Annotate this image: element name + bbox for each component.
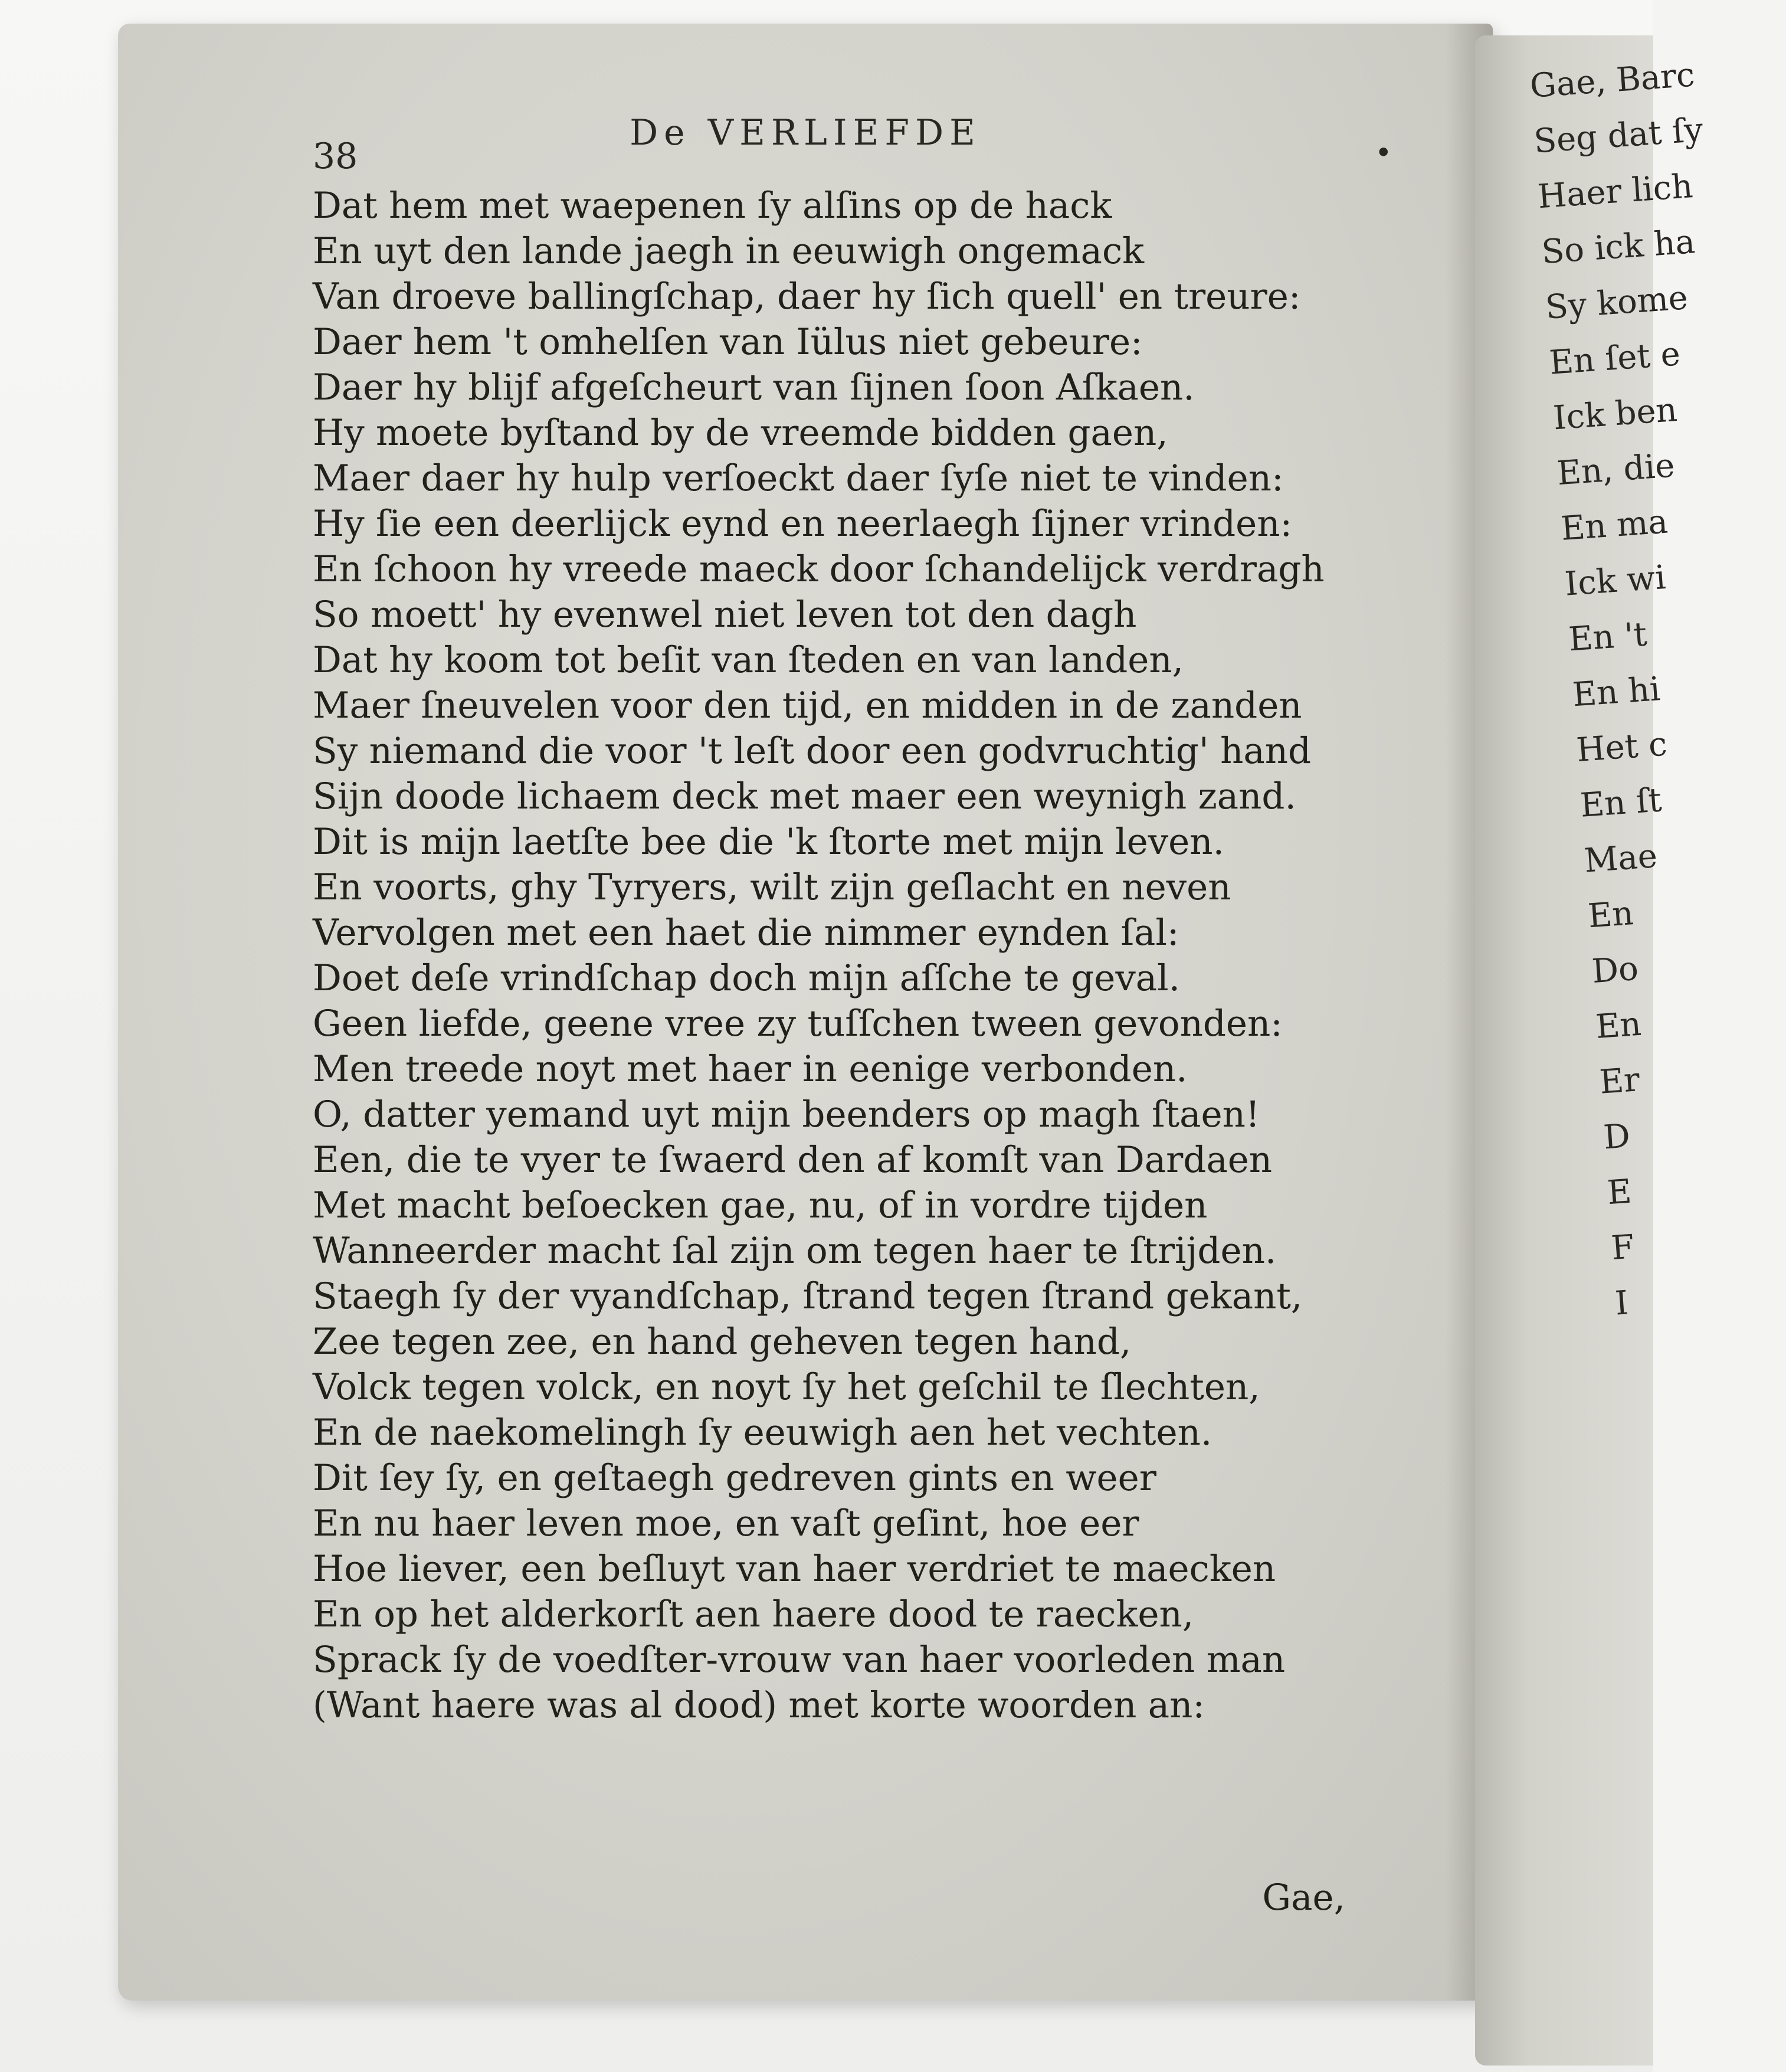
verse-line: Dit is mijn laetſte bee die 'k ſtorte met mijn leven. <box>313 821 1224 863</box>
running-head: De VERLIEFDE <box>630 112 981 153</box>
head-mark: • <box>1375 136 1392 170</box>
verse-line: Sijn doode lichaem deck met maer een weynigh zand. <box>313 775 1296 817</box>
verse-line: Sprack ſy de voedſter-vrouw van haer voorleden man <box>313 1639 1286 1681</box>
facing-page-text <box>1528 47 1786 1332</box>
verse-line: Een, die te vyer te ſwaerd den af komſt van Dardaen <box>313 1139 1273 1181</box>
verse-line: Volck tegen volck, en noyt ſy het geſchil te ſlechten, <box>313 1366 1260 1408</box>
verse-line: Geen liefde, geene vree zy tuſſchen tween gevonden: <box>313 1003 1283 1045</box>
facing-page-line: D <box>1602 1117 1631 1157</box>
verse-line: Sy niemand die voor 't leſt door een godvruchtig' hand <box>313 730 1312 772</box>
facing-page-line: Seg dat ſy <box>1532 110 1705 161</box>
verse-line: En ſchoon hy vreede maeck door ſchandelijck verdragh <box>313 548 1325 590</box>
verse-line: Daer hy blijf afgeſcheurt van ſijnen ſoon Aſkaen. <box>313 366 1195 408</box>
catchword: Gae, <box>1262 1877 1345 1919</box>
verse-line: Maer ſneuvelen voor den tijd, en midden in de zanden <box>313 685 1302 726</box>
verse-body <box>313 183 1481 1728</box>
verse-line: Dit ſey ſy, en geſtaegh gedreven gints en weer <box>313 1457 1156 1499</box>
facing-page <box>1475 35 1705 2066</box>
facing-page-line: Haer lich <box>1536 167 1695 217</box>
verse-line: Maer daer hy hulp verſoeckt daer ſyſe niet te vinden: <box>313 457 1284 499</box>
facing-page-line: En ſt <box>1579 781 1663 825</box>
verse-line: (Want haere was al dood) met korte woorden an: <box>313 1684 1205 1726</box>
facing-page-line: Gae, Barc <box>1528 55 1696 106</box>
facing-page-line: En <box>1587 894 1635 936</box>
verse-line: Met macht beſoecken gae, nu, of in vordre tijden <box>313 1184 1208 1226</box>
facing-page-line: En <box>1594 1004 1643 1046</box>
facing-page-line: Er <box>1598 1060 1641 1102</box>
facing-page-line: En, die <box>1555 446 1676 493</box>
verse-line: So moett' hy evenwel niet leven tot den dagh <box>313 594 1137 636</box>
facing-page-line: Ick ben <box>1552 390 1679 438</box>
verse-line: Doet deſe vrindſchap doch mijn aſſche te geval. <box>313 957 1181 999</box>
facing-page-line: E <box>1606 1172 1633 1213</box>
facing-page-line: En ma <box>1559 502 1669 548</box>
facing-page-line: F <box>1610 1228 1636 1268</box>
facing-page-line: Mae <box>1582 837 1659 880</box>
verse-line: Zee tegen zee, en hand geheven tegen hand, <box>313 1321 1132 1363</box>
verse-line: En voorts, ghy Tyryers, wilt zijn geſlacht en neven <box>313 866 1231 908</box>
verse-line: Hoe liever, een beſluyt van haer verdriet te maecken <box>313 1548 1276 1590</box>
verse-line: Men treede noyt met haer in eenige verbonden. <box>313 1048 1188 1090</box>
facing-page-line: So ick ha <box>1540 222 1696 272</box>
left-page <box>118 24 1493 2001</box>
facing-page-line: En ſet e <box>1548 335 1682 382</box>
verse-line: Hy ſie een deerlijck eynd en neerlaegh ſijner vrinden: <box>313 503 1293 545</box>
verse-line: Dat hy koom tot beſit van ſteden en van landen, <box>313 639 1184 681</box>
facing-page-line: En 't <box>1567 615 1649 659</box>
facing-page-line: Sy kome <box>1544 279 1689 327</box>
verse-line: Dat hem met waepenen ſy alſins op de hack <box>313 185 1112 227</box>
verse-line: Wanneerder macht ſal zijn om tegen haer te ſtrijden. <box>313 1230 1277 1272</box>
verse-line: O, datter yemand uyt mijn beenders op magh ſtaen! <box>313 1094 1260 1135</box>
verse-line: Daer hem 't omhelſen van Iülus niet gebeure: <box>313 321 1143 363</box>
verse-line: Hy moete byſtand by de vreemde bidden gaen, <box>313 412 1168 454</box>
facing-page-line: Do <box>1590 949 1640 991</box>
verse-line: Van droeve ballingſchap, daer hy ſich quell' en treure: <box>313 276 1301 317</box>
verse-line: En uyt den lande jaegh in eeuwigh ongemack <box>313 230 1145 272</box>
verse-line: En de naekomelingh ſy eeuwigh aen het vechten. <box>313 1412 1212 1454</box>
verse-line: En nu haer leven moe, en vaſt geſint, hoe eer <box>313 1503 1139 1544</box>
verse-line: En op het alderkorſt aen haere dood te raecken, <box>313 1593 1194 1635</box>
verse-line: Vervolgen met een haet die nimmer eynden ſal: <box>313 912 1179 954</box>
verse-line: Staegh ſy der vyandſchap, ſtrand tegen ſtrand gekant, <box>313 1275 1303 1317</box>
facing-page-line: En hi <box>1571 670 1662 715</box>
page-number: 38 <box>313 136 358 177</box>
facing-page-line: I <box>1614 1284 1630 1323</box>
facing-page-line: Ick wi <box>1563 558 1667 604</box>
facing-page-line: Het c <box>1575 725 1669 770</box>
